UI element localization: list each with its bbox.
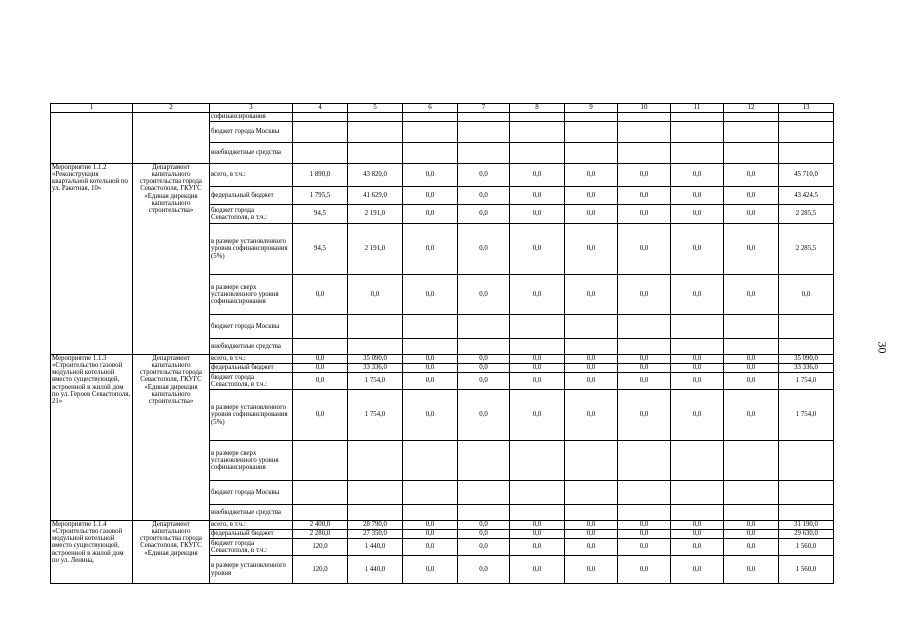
amount-cell: 0,0 (565, 364, 618, 373)
amount-cell: 0,0 (565, 556, 618, 584)
amount-cell (671, 143, 724, 164)
amount-cell (618, 481, 671, 505)
column-number-3: 3 (210, 104, 293, 113)
amount-cell: 0,0 (565, 373, 618, 390)
amount-cell: 0,0 (565, 530, 618, 539)
amount-cell (565, 143, 618, 164)
amount-cell: 35 090,0 (779, 355, 834, 364)
budget-table (50, 103, 834, 584)
amount-cell (618, 315, 671, 339)
amount-cell: 0,0 (671, 373, 724, 390)
amount-cell (671, 339, 724, 355)
amount-cell: 0,0 (671, 275, 724, 315)
funding-source-label: в размере сверх установленного уровня софинансирования (210, 441, 293, 481)
amount-cell (403, 505, 458, 521)
responsible-organization: Департамент капитального строительства города Севастополя, ГКУГС «Единая дирекция (133, 521, 210, 584)
amount-cell: 0,0 (510, 224, 565, 275)
amount-cell: 0,0 (510, 275, 565, 315)
amount-cell: 2 400,0 (293, 521, 348, 530)
amount-cell (403, 315, 458, 339)
amount-cell (348, 315, 403, 339)
amount-cell: 0,0 (724, 224, 779, 275)
funding-source-label: федеральный бюджет (210, 364, 293, 373)
amount-cell (403, 113, 458, 122)
header-row (51, 104, 834, 113)
table-row (51, 164, 834, 187)
amount-cell: 43 424,5 (779, 187, 834, 205)
amount-cell: 94,5 (293, 224, 348, 275)
amount-cell (510, 481, 565, 505)
amount-cell: 29 630,0 (779, 530, 834, 539)
amount-cell (724, 339, 779, 355)
amount-cell: 0,0 (348, 275, 403, 315)
amount-cell: 0,0 (458, 530, 510, 539)
amount-cell (565, 481, 618, 505)
amount-cell: 0,0 (565, 205, 618, 224)
amount-cell: 0,0 (403, 275, 458, 315)
amount-cell: 0,0 (779, 275, 834, 315)
amount-cell (779, 143, 834, 164)
funding-source-label: всего, в т.ч.: (210, 355, 293, 364)
amount-cell: 0,0 (510, 521, 565, 530)
amount-cell (671, 113, 724, 122)
amount-cell (779, 339, 834, 355)
funding-source-label: в размере сверх установленного уровня софинансирования (210, 275, 293, 315)
amount-cell (565, 441, 618, 481)
amount-cell (510, 122, 565, 143)
amount-cell (293, 339, 348, 355)
amount-cell (348, 441, 403, 481)
funding-source-label: софинансирования (210, 113, 293, 122)
amount-cell: 0,0 (618, 224, 671, 275)
amount-cell: 0,0 (565, 164, 618, 187)
amount-cell (403, 143, 458, 164)
amount-cell: 0,0 (510, 556, 565, 584)
amount-cell (724, 143, 779, 164)
amount-cell: 0,0 (565, 187, 618, 205)
amount-cell: 2 191,0 (348, 205, 403, 224)
amount-cell (458, 339, 510, 355)
amount-cell (724, 113, 779, 122)
amount-cell (565, 339, 618, 355)
amount-cell: 1 440,0 (348, 556, 403, 584)
amount-cell: 0,0 (458, 187, 510, 205)
amount-cell: 1 440,0 (348, 539, 403, 556)
amount-cell: 0,0 (671, 390, 724, 441)
amount-cell: 0,0 (724, 164, 779, 187)
amount-cell: 0,0 (458, 556, 510, 584)
funding-source-label: бюджет города Севастополя, в т.ч.: (210, 373, 293, 390)
funding-source-label: всего, в т.ч.: (210, 521, 293, 530)
amount-cell: 0,0 (458, 355, 510, 364)
amount-cell: 0,0 (724, 355, 779, 364)
amount-cell (403, 481, 458, 505)
amount-cell (293, 481, 348, 505)
amount-cell (458, 113, 510, 122)
amount-cell: 0,0 (293, 275, 348, 315)
amount-cell: 31 190,0 (779, 521, 834, 530)
amount-cell: 120,0 (293, 539, 348, 556)
amount-cell: 1 560,0 (779, 539, 834, 556)
amount-cell: 0,0 (293, 364, 348, 373)
amount-cell (724, 441, 779, 481)
amount-cell: 0,0 (510, 530, 565, 539)
column-number-9: 9 (565, 104, 618, 113)
column-number-12: 12 (724, 104, 779, 113)
amount-cell: 0,0 (510, 539, 565, 556)
amount-cell: 0,0 (565, 521, 618, 530)
amount-cell (458, 481, 510, 505)
amount-cell (510, 113, 565, 122)
amount-cell: 0,0 (724, 205, 779, 224)
funding-source-label: внебюджетные средства (210, 505, 293, 521)
amount-cell (724, 481, 779, 505)
amount-cell: 27 350,0 (348, 530, 403, 539)
amount-cell (618, 122, 671, 143)
amount-cell (348, 505, 403, 521)
responsible-organization: Департамент капитального строительства города Севастополя, ГКУГС «Единая дирекция капитального строительства» (133, 355, 210, 521)
amount-cell (779, 315, 834, 339)
amount-cell (510, 143, 565, 164)
amount-cell (671, 122, 724, 143)
amount-cell: 0,0 (403, 556, 458, 584)
amount-cell: 2 285,5 (779, 224, 834, 275)
column-number-13: 13 (779, 104, 834, 113)
amount-cell: 0,0 (671, 187, 724, 205)
funding-source-label: федеральный бюджет (210, 530, 293, 539)
amount-cell: 1 754,0 (348, 390, 403, 441)
amount-cell (293, 122, 348, 143)
amount-cell: 0,0 (458, 275, 510, 315)
amount-cell: 0,0 (403, 355, 458, 364)
amount-cell: 0,0 (565, 390, 618, 441)
amount-cell (618, 113, 671, 122)
amount-cell: 0,0 (565, 539, 618, 556)
funding-source-label: бюджет города Москвы (210, 315, 293, 339)
amount-cell (565, 315, 618, 339)
amount-cell: 0,0 (671, 164, 724, 187)
amount-cell: 33 336,0 (779, 364, 834, 373)
amount-cell: 120,0 (293, 556, 348, 584)
funding-source-label: всего, в т.ч.: (210, 164, 293, 187)
funding-source-label: внебюджетные средства (210, 143, 293, 164)
amount-cell (348, 481, 403, 505)
funding-source-label: бюджет города Москвы (210, 481, 293, 505)
amount-cell (348, 143, 403, 164)
amount-cell: 0,0 (724, 530, 779, 539)
column-number-4: 4 (293, 104, 348, 113)
amount-cell: 0,0 (458, 364, 510, 373)
amount-cell: 41 629,0 (348, 187, 403, 205)
funding-source-label: бюджет города Москвы (210, 122, 293, 143)
funding-source-label: бюджет города Севастополя, в т.ч.: (210, 205, 293, 224)
amount-cell: 0,0 (458, 373, 510, 390)
amount-cell: 0,0 (724, 539, 779, 556)
amount-cell (779, 505, 834, 521)
amount-cell: 0,0 (618, 539, 671, 556)
amount-cell: 0,0 (403, 521, 458, 530)
amount-cell: 0,0 (618, 530, 671, 539)
amount-cell: 43 820,0 (348, 164, 403, 187)
amount-cell (458, 122, 510, 143)
amount-cell (458, 505, 510, 521)
amount-cell: 1 795,5 (293, 187, 348, 205)
funding-source-label: в размере установленного уровня (210, 556, 293, 584)
table-row (51, 521, 834, 530)
amount-cell (403, 122, 458, 143)
amount-cell (510, 505, 565, 521)
amount-cell (293, 113, 348, 122)
event-title: Мероприятие 1.1.3 «Строительство газовой модульной котельной вместо существующей, встроенной в жилой дом по ул. Героев Севастополя, 21» (51, 355, 133, 521)
amount-cell (779, 441, 834, 481)
amount-cell (724, 505, 779, 521)
amount-cell: 0,0 (618, 275, 671, 315)
amount-cell: 0,0 (458, 521, 510, 530)
amount-cell (403, 441, 458, 481)
amount-cell: 0,0 (403, 530, 458, 539)
amount-cell: 45 710,0 (779, 164, 834, 187)
amount-cell (565, 113, 618, 122)
column-number-6: 6 (403, 104, 458, 113)
amount-cell: 0,0 (724, 187, 779, 205)
amount-cell: 2 280,0 (293, 530, 348, 539)
amount-cell: 0,0 (510, 390, 565, 441)
amount-cell: 0,0 (618, 164, 671, 187)
amount-cell (293, 315, 348, 339)
amount-cell: 0,0 (565, 224, 618, 275)
amount-cell: 0,0 (510, 205, 565, 224)
event-title: Мероприятие 1.1.2 «Реконструкция квартальной котельной по ул. Ракетная, 10» (51, 164, 133, 355)
amount-cell: 0,0 (510, 187, 565, 205)
amount-cell: 0,0 (618, 355, 671, 364)
page-number: 30 (875, 341, 890, 354)
amount-cell: 0,0 (724, 390, 779, 441)
amount-cell: 0,0 (671, 355, 724, 364)
column-number-7: 7 (458, 104, 510, 113)
amount-cell: 0,0 (618, 187, 671, 205)
amount-cell (403, 339, 458, 355)
amount-cell: 0,0 (724, 275, 779, 315)
amount-cell (779, 481, 834, 505)
amount-cell: 28 790,0 (348, 521, 403, 530)
amount-cell: 35 090,0 (348, 355, 403, 364)
amount-cell: 0,0 (724, 521, 779, 530)
table-row (51, 113, 834, 122)
amount-cell: 2 191,0 (348, 224, 403, 275)
amount-cell: 1 890,0 (293, 164, 348, 187)
amount-cell (671, 481, 724, 505)
amount-cell: 0,0 (403, 390, 458, 441)
funding-source-label: в размере установленного уровня софинансирования (5%) (210, 224, 293, 275)
column-number-8: 8 (510, 104, 565, 113)
funding-source-label: бюджет города Севастополя, в т.ч.: (210, 539, 293, 556)
column-number-1: 1 (51, 104, 133, 113)
amount-cell (510, 441, 565, 481)
amount-cell (293, 143, 348, 164)
amount-cell: 0,0 (293, 355, 348, 364)
amount-cell: 0,0 (671, 530, 724, 539)
amount-cell: 0,0 (458, 224, 510, 275)
responsible-organization: Департамент капитального строительства города Севастополя, ГКУГС «Единая дирекция капитального строительства» (133, 164, 210, 355)
amount-cell (293, 505, 348, 521)
amount-cell: 0,0 (618, 556, 671, 584)
amount-cell (510, 315, 565, 339)
amount-cell: 0,0 (458, 390, 510, 441)
org-cell-empty (133, 113, 210, 164)
amount-cell (348, 339, 403, 355)
amount-cell (618, 441, 671, 481)
amount-cell (779, 122, 834, 143)
amount-cell: 0,0 (565, 355, 618, 364)
amount-cell (293, 441, 348, 481)
amount-cell: 0,0 (458, 205, 510, 224)
amount-cell (458, 143, 510, 164)
amount-cell: 0,0 (618, 205, 671, 224)
amount-cell: 0,0 (510, 364, 565, 373)
amount-cell: 2 285,5 (779, 205, 834, 224)
amount-cell: 0,0 (403, 373, 458, 390)
amount-cell: 1 754,0 (779, 390, 834, 441)
amount-cell: 0,0 (510, 164, 565, 187)
amount-cell: 0,0 (458, 539, 510, 556)
amount-cell: 0,0 (403, 205, 458, 224)
event-cell-empty (51, 113, 133, 164)
column-number-2: 2 (133, 104, 210, 113)
amount-cell (779, 113, 834, 122)
amount-cell (458, 315, 510, 339)
funding-source-label: внебюджетные средства (210, 339, 293, 355)
amount-cell (510, 339, 565, 355)
amount-cell: 0,0 (403, 187, 458, 205)
amount-cell (724, 315, 779, 339)
amount-cell: 0,0 (671, 205, 724, 224)
amount-cell (671, 315, 724, 339)
amount-cell: 0,0 (293, 390, 348, 441)
amount-cell: 94,5 (293, 205, 348, 224)
amount-cell (565, 505, 618, 521)
amount-cell: 0,0 (671, 556, 724, 584)
amount-cell: 0,0 (724, 556, 779, 584)
amount-cell: 1 754,0 (348, 373, 403, 390)
amount-cell: 0,0 (671, 521, 724, 530)
amount-cell: 0,0 (458, 164, 510, 187)
amount-cell: 33 336,0 (348, 364, 403, 373)
amount-cell: 0,0 (403, 164, 458, 187)
amount-cell (618, 339, 671, 355)
amount-cell: 0,0 (618, 373, 671, 390)
amount-cell: 0,0 (671, 539, 724, 556)
amount-cell: 1 754,0 (779, 373, 834, 390)
amount-cell (671, 441, 724, 481)
amount-cell: 0,0 (618, 364, 671, 373)
table-row (51, 355, 834, 364)
funding-source-label: федеральный бюджет (210, 187, 293, 205)
amount-cell: 0,0 (293, 373, 348, 390)
column-number-5: 5 (348, 104, 403, 113)
amount-cell: 0,0 (724, 373, 779, 390)
column-number-10: 10 (618, 104, 671, 113)
event-title: Мероприятие 1.1.4 «Строительство газовой модульной котельной вместо существующей, встроенной в жилой дом по ул. Ленина, (51, 521, 133, 584)
amount-cell: 1 560,0 (779, 556, 834, 584)
amount-cell (348, 122, 403, 143)
amount-cell (348, 113, 403, 122)
amount-cell (618, 143, 671, 164)
amount-cell: 0,0 (618, 390, 671, 441)
amount-cell: 0,0 (724, 364, 779, 373)
amount-cell: 0,0 (403, 224, 458, 275)
amount-cell: 0,0 (403, 539, 458, 556)
amount-cell (565, 122, 618, 143)
amount-cell: 0,0 (671, 224, 724, 275)
amount-cell: 0,0 (510, 373, 565, 390)
amount-cell (458, 441, 510, 481)
column-number-11: 11 (671, 104, 724, 113)
amount-cell (671, 505, 724, 521)
amount-cell: 0,0 (618, 521, 671, 530)
amount-cell (618, 505, 671, 521)
funding-source-label: в размере установленного уровня софинансирования (5%) (210, 390, 293, 441)
amount-cell: 0,0 (565, 275, 618, 315)
amount-cell (724, 122, 779, 143)
amount-cell: 0,0 (671, 364, 724, 373)
amount-cell: 0,0 (403, 364, 458, 373)
amount-cell: 0,0 (510, 355, 565, 364)
